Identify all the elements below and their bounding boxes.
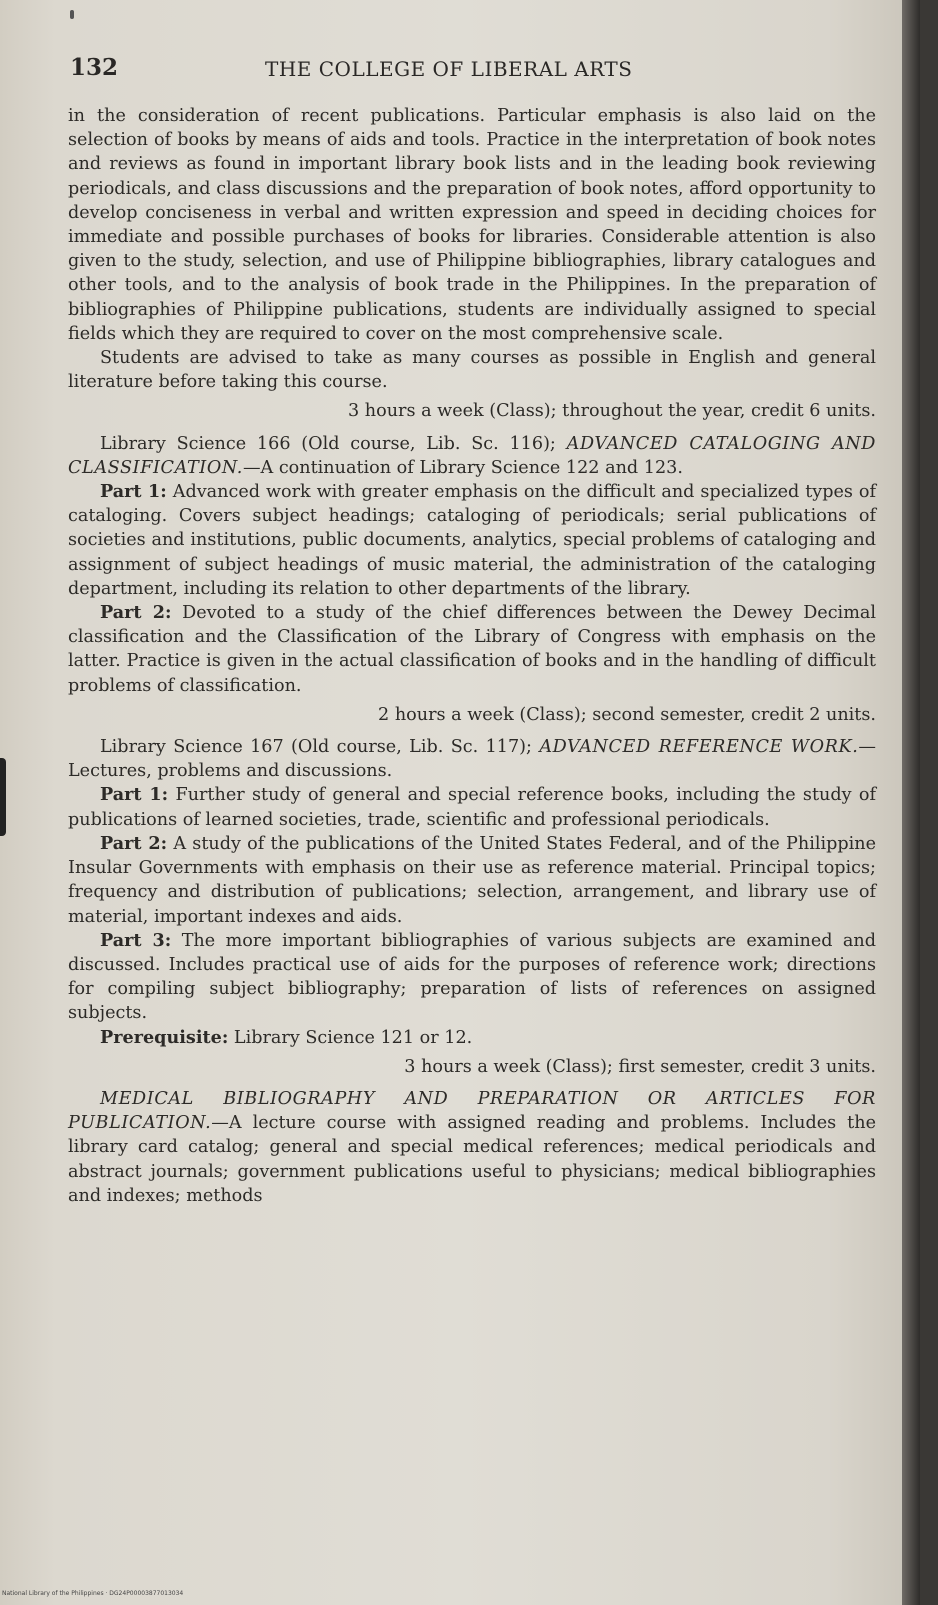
course-code: Library Science 166 (Old course, Lib. Sc. 116); [100, 433, 567, 454]
part-label: Part 1: [100, 784, 169, 806]
course-part [68, 601, 876, 698]
course-hours-note: 3 hours a week (Class); throughout the year, credit 6 units. [348, 401, 876, 422]
part-label: Part 1: [100, 481, 167, 503]
scan-credit: National Library of the Philippines · DG24P00003877013034 [2, 1590, 184, 1597]
course-prerequisite [68, 1026, 876, 1050]
prerequisite-text: Library Science 121 or 12. [228, 1027, 473, 1048]
course-entry-medical [68, 1087, 876, 1208]
course-title: ADVANCED CATALOGING AND CLASSIFICATION. [68, 433, 876, 478]
course-hours-note: 2 hours a week (Class); second semester, credit 2 units. [378, 704, 876, 725]
part-text: The more important bibliographies of various subjects are examined and discussed. Includes practical use of aids for the purposes of reference work; directions for compiling subject bibliography; preparation of lists of references on assigned subjects. [68, 930, 877, 1024]
ink-mark [70, 10, 74, 19]
course-part [68, 480, 876, 601]
course-description: —Lectures, problems and discussions. [68, 737, 877, 782]
part-text: A study of the publications of the United States Federal, and of the Philippine Insular Governments with emphasis on their use as reference material. Principal topics; frequency and distribution of publications; selection, arrangement, and library use of material, important indexes and aids. [68, 833, 876, 927]
page-edge-shadow [902, 0, 920, 1605]
page-body [68, 104, 876, 1208]
part-label: Part 2: [100, 602, 172, 624]
page-number: 132 [70, 54, 119, 81]
course-part [68, 783, 876, 831]
course-entry-167 [68, 735, 876, 783]
course-description: —A lecture course with assigned reading and problems. Includes the library card catalog; general and special medical references; medical periodicals and abstract journals; government publications useful to physicians; medical bibliographies and indexes; methods [68, 1113, 876, 1206]
course-hours-note: 3 hours a week (Class); first semester, credit 3 units. [404, 1056, 876, 1077]
page-header [70, 54, 870, 86]
course-entry-166 [68, 432, 876, 480]
part-label: Part 2: [100, 832, 168, 854]
part-text: Devoted to a study of the chief differences between the Dewey Decimal classification and the Classification of the Library of Congress with emphasis on the latter. Practice is given in the actual classification of books and in the handling of difficult problems of classification. [68, 603, 876, 696]
course-title: MEDICAL BIBLIOGRAPHY AND PREPARATION OR ARTICLES FOR PUBLICATION. [68, 1088, 876, 1134]
course-part [68, 929, 876, 1026]
course-description: —A continuation of Library Science 122 and 123. [242, 457, 683, 478]
course-part [68, 832, 876, 929]
paragraph-advice: Students are advised to take as many courses as possible in English and general literature before taking this course. [68, 348, 876, 393]
part-text: Further study of general and special reference books, including the study of publications of learned societies, trade, scientific and professional periodicals. [68, 785, 876, 830]
binding-mark [0, 758, 6, 836]
course-title: ADVANCED REFERENCE WORK. [539, 737, 859, 758]
prerequisite-label: Prerequisite: [100, 1026, 229, 1048]
running-head: THE COLLEGE OF LIBERAL ARTS [265, 57, 633, 81]
part-label: Part 3: [100, 929, 172, 951]
course-code: Library Science 167 (Old course, Lib. Sc. 117); [100, 737, 540, 758]
paragraph-continuation: in the consideration of recent publications. Particular emphasis is also laid on the selection of books by means of aids and tools. Practice in the interpretation of book notes and reviews as found in important library book lists and in the leading book reviewing periodicals, and class discussions and the preparation of book notes, afford opportunity to develop conciseness in verbal and written expression and speed in deciding choices for immediate and possible purchases of books for libraries. Considerable attention is also given to the study, selection, and use of Philippine bibliographies, library catalogues and other tools, and to the analysis of book trade in the Philippines. In the preparation of bibliographies of Philippine publications, students are individually assigned to special fields which they are required to cover on the most comprehensive scale. [68, 106, 876, 344]
part-text: Advanced work with greater emphasis on the difficult and specialized types of cataloging. Covers subject headings; cataloging of periodicals; serial publications of societies and institutions, public documents, analytics, special problems of cataloging and assignment of subject headings of music material, the administration of the cataloging department, including its relation to other departments of the library. [68, 482, 876, 599]
